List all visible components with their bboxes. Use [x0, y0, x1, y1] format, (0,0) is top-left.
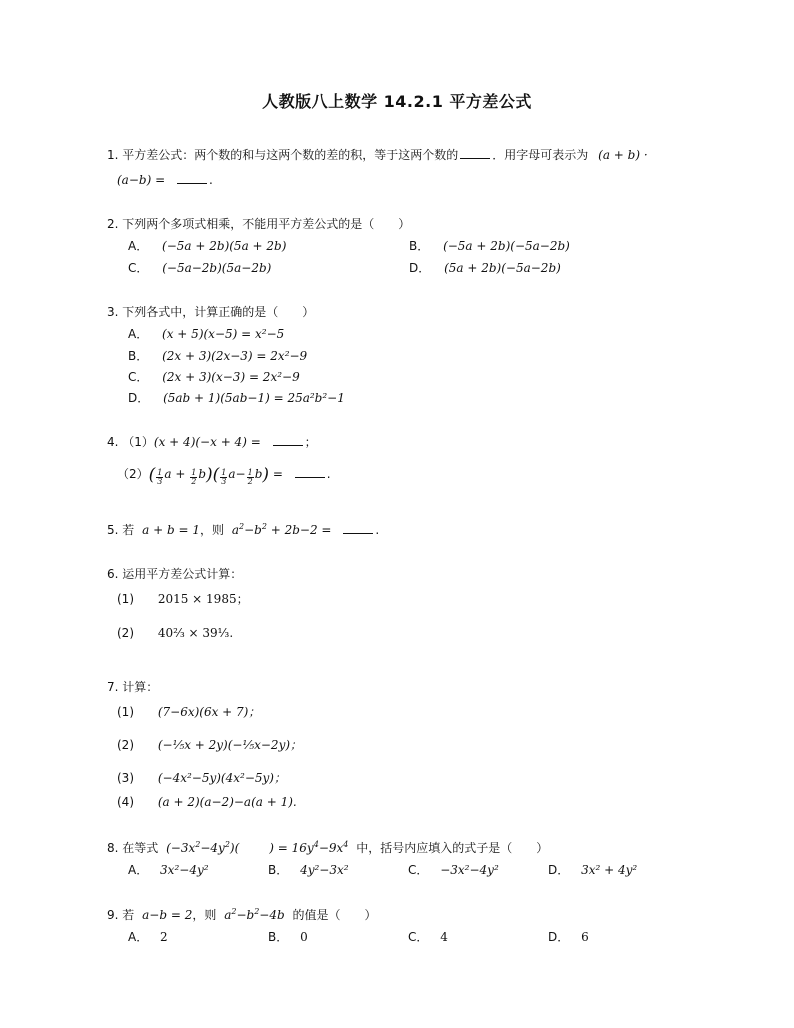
- question-4-part-2: [117, 466, 331, 486]
- option-label: D．: [548, 930, 570, 944]
- question-3-number: 3.: [107, 305, 119, 319]
- question-1-expr-2: (a−b) =: [117, 173, 166, 187]
- question-8-paren-blank[interactable]: [241, 841, 267, 852]
- question-4-part-2-label: （2）: [117, 467, 149, 481]
- option-expr: 6: [581, 930, 589, 944]
- page-title: 人教版八上数学 14.2.1 平方差公式: [262, 92, 532, 111]
- option-label: B．: [409, 239, 430, 253]
- question-5-expr-2-tail: + 2b−2 =: [270, 523, 332, 537]
- question-5: [107, 522, 379, 538]
- question-7-part-2: [117, 737, 302, 753]
- question-2-stem: [107, 216, 410, 232]
- question-6-number: 6.: [107, 567, 119, 581]
- option-label: D．: [128, 391, 150, 405]
- question-1-line-1: [107, 147, 648, 163]
- option-label: D．: [409, 261, 431, 275]
- option-label: C．: [128, 370, 149, 384]
- question-6-stem: [107, 566, 242, 582]
- question-8-text-a: 在等式: [122, 841, 159, 855]
- question-7-stem: [107, 679, 158, 695]
- question-9-option-a[interactable]: [128, 929, 168, 945]
- question-9-option-d[interactable]: [548, 929, 589, 945]
- question-5-number: 5.: [107, 523, 119, 537]
- question-5-end: .: [375, 523, 380, 537]
- question-4-part-2-expr: ( $\frac{1}{3}$ a + $\frac{1}{2}$ b)( $\frac{1}{3}$ a− $\frac{1}{2}$ b) =: [148, 465, 283, 486]
- part-label: (4): [117, 795, 134, 809]
- question-1-number: 1.: [107, 148, 119, 162]
- part-label: (1): [117, 705, 134, 719]
- question-8-option-b[interactable]: [268, 862, 349, 878]
- question-9-text-a: 若: [122, 908, 135, 922]
- question-8-number: 8.: [107, 841, 119, 855]
- question-4-blank-2[interactable]: [295, 466, 325, 478]
- option-label: B．: [268, 930, 289, 944]
- option-label: A．: [128, 239, 149, 253]
- question-7-part-3: [117, 770, 286, 786]
- option-label: B．: [128, 349, 149, 363]
- question-6-stem-text: 运用平方差公式计算：: [122, 567, 243, 581]
- option-label: C．: [408, 930, 429, 944]
- part-expr: (−⅕x + 2y)(−⅕x−2y)；: [157, 738, 303, 752]
- option-label: A．: [128, 930, 149, 944]
- part-expr: 2015 × 1985；: [157, 592, 249, 606]
- option-expr: 3x² + 4y²: [581, 863, 638, 877]
- question-3-stem-text: 下列各式中，计算正确的是（ ）: [122, 305, 315, 319]
- question-3-option-c[interactable]: [128, 369, 300, 385]
- question-8-option-a[interactable]: [128, 862, 209, 878]
- question-6-part-2: [117, 625, 233, 641]
- question-1-expr-1: (a + b) ·: [598, 148, 648, 162]
- question-2-number: 2.: [107, 217, 119, 231]
- option-expr: 4y²−3x²: [300, 863, 349, 877]
- question-1-blank-2[interactable]: [177, 172, 207, 184]
- question-9-expr-2: $a^2-b^2-4b$: [224, 907, 285, 922]
- question-3-option-a[interactable]: [128, 326, 284, 342]
- option-label: B．: [268, 863, 289, 877]
- question-9-text-c: 的值是（ ）: [292, 908, 377, 922]
- question-1-text-b: ．用字母可表示为: [492, 148, 589, 162]
- option-expr: −3x²−4y²: [440, 863, 499, 877]
- option-label: C．: [128, 261, 149, 275]
- question-3-option-b[interactable]: [128, 348, 307, 364]
- part-label: (2): [117, 626, 134, 640]
- option-expr: (x + 5)(x−5) = x²−5: [162, 327, 285, 341]
- question-8-option-c[interactable]: [408, 862, 499, 878]
- part-expr: 40⅔ × 39⅓.: [157, 626, 234, 640]
- question-1-blank-1[interactable]: [460, 147, 490, 159]
- part-expr: (7−6x)(6x + 7)；: [157, 705, 261, 719]
- question-2-stem-text: 下列两个多项式相乘，不能用平方差公式的是（ ）: [122, 217, 411, 231]
- question-4-part-1-end: ；: [304, 435, 317, 449]
- question-4-part-1: [107, 434, 317, 450]
- question-7-part-1: [117, 704, 260, 720]
- question-4-blank-1[interactable]: [273, 434, 303, 446]
- question-5-expr-1: a + b = 1: [142, 523, 200, 537]
- question-2-option-d[interactable]: [409, 260, 561, 276]
- question-4-part-1-expr: (x + 4)(−x + 4) =: [153, 435, 261, 449]
- option-expr: (2x + 3)(x−3) = 2x²−9: [162, 370, 300, 384]
- option-expr: (−5a + 2b)(5a + 2b): [162, 239, 287, 253]
- part-expr: (a + 2)(a−2)−a(a + 1).: [157, 795, 297, 809]
- question-2-option-b[interactable]: [409, 238, 570, 254]
- question-7-stem-text: 计算：: [122, 680, 159, 694]
- question-7-number: 7.: [107, 680, 119, 694]
- option-label: A．: [128, 327, 149, 341]
- part-expr: (−4x²−5y)(4x²−5y)；: [157, 771, 286, 785]
- question-5-expr-2: $a^2-b^2 + 2b-2$ =: [231, 522, 332, 537]
- question-4-number: 4.: [107, 435, 119, 449]
- option-label: A．: [128, 863, 149, 877]
- option-label: D．: [548, 863, 570, 877]
- option-expr: 3x²−4y²: [160, 863, 209, 877]
- question-8-option-d[interactable]: [548, 862, 637, 878]
- question-9-text-b: ，则: [192, 908, 217, 922]
- option-expr: (2x + 3)(2x−3) = 2x²−9: [162, 349, 308, 363]
- question-5-text-b: ，则: [199, 523, 224, 537]
- question-9-stem: [107, 907, 377, 923]
- question-8-equation: $(-3x^2-4y^2)$( ) = $16y^4-9x^4$: [166, 840, 349, 855]
- question-8-text-b: 中，括号内应填入的式子是（ ）: [356, 841, 549, 855]
- question-5-blank[interactable]: [343, 522, 373, 534]
- question-3-option-d[interactable]: [128, 390, 345, 406]
- question-1-line-2: [117, 172, 213, 188]
- question-4-part-1-label: （1）: [122, 435, 154, 449]
- question-1-text-a: 平方差公式：两个数的和与这两个数的差的积，等于这两个数的: [122, 148, 459, 162]
- question-4-part-2-end: .: [326, 467, 331, 481]
- part-label: (1): [117, 592, 134, 606]
- option-expr: 4: [440, 930, 448, 944]
- question-8-stem: [107, 840, 548, 856]
- question-5-text-a: 若: [122, 523, 135, 537]
- option-expr: 0: [300, 930, 308, 944]
- option-expr: 2: [160, 930, 168, 944]
- option-expr: (−5a + 2b)(−5a−2b): [443, 239, 570, 253]
- question-7-part-4: [117, 794, 297, 810]
- option-expr: (5a + 2b)(−5a−2b): [444, 261, 561, 275]
- question-9-number: 9.: [107, 908, 119, 922]
- option-label: C．: [408, 863, 429, 877]
- option-expr: (5ab + 1)(5ab−1) = 25a²b²−1: [163, 391, 345, 405]
- question-3-stem: [107, 304, 314, 320]
- question-9-option-c[interactable]: [408, 929, 448, 945]
- option-expr: (−5a−2b)(5a−2b): [162, 261, 272, 275]
- question-9-expr-1: a−b = 2: [142, 908, 193, 922]
- question-2-option-a[interactable]: [128, 238, 286, 254]
- question-1-end: .: [208, 173, 213, 187]
- question-9-option-b[interactable]: [268, 929, 308, 945]
- part-label: (2): [117, 738, 134, 752]
- question-6-part-1: [117, 591, 249, 607]
- question-2-option-c[interactable]: [128, 260, 271, 276]
- part-label: (3): [117, 771, 134, 785]
